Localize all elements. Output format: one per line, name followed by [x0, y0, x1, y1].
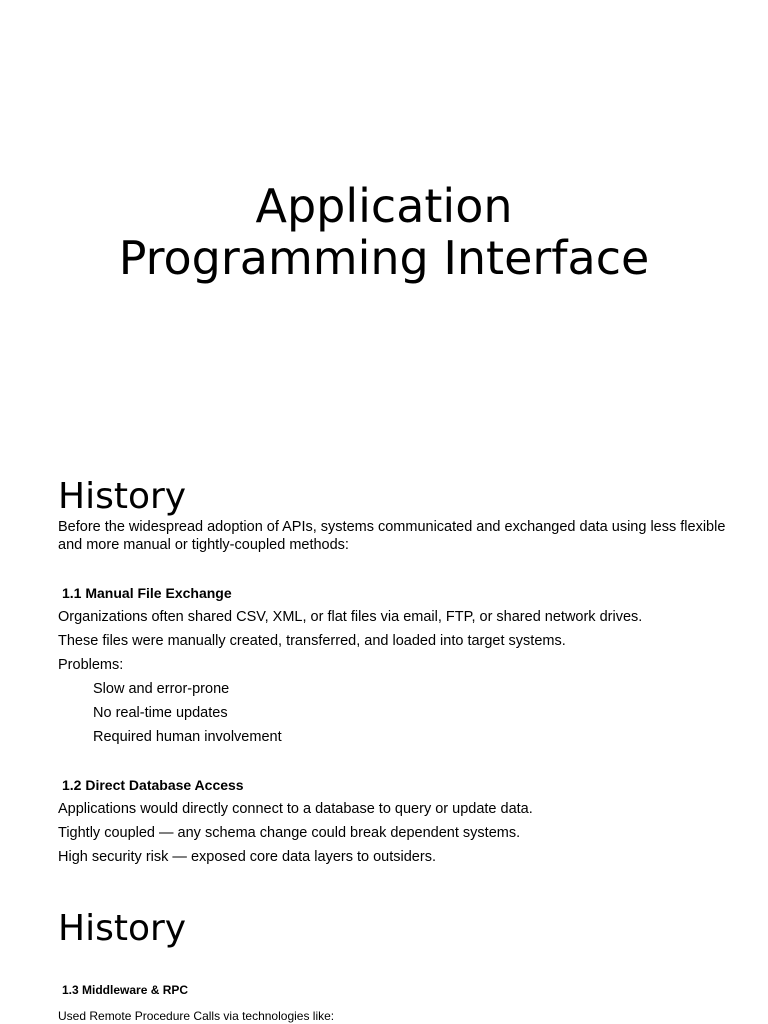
slide-body — [58, 518, 728, 864]
body-line: Used Remote Procedure Calls via technologies like: — [58, 1009, 335, 1023]
section-title: 1.3 Middleware & RPC — [62, 983, 189, 997]
slide-heading: History — [58, 908, 187, 949]
list-item: No real-time updates — [93, 705, 228, 721]
slide-history-2 — [0, 864, 768, 1024]
body-line: These files were manually created, transferred, and loaded into target systems. — [58, 633, 566, 649]
slide-title — [0, 0, 768, 432]
body-line: Applications would directly connect to a database to query or update data. — [58, 801, 533, 817]
body-line: Problems: — [58, 657, 124, 673]
slide-heading: History — [58, 476, 187, 517]
slide-body — [58, 981, 728, 1024]
slide-history-1 — [0, 432, 768, 864]
section-title: 1.2 Direct Database Access — [62, 777, 244, 793]
title-line-1: Application — [255, 179, 513, 233]
intro-paragraph: Before the widespread adoption of APIs, systems communicated and exchanged data using less flexible and more manual or tightly-coupled methods: — [58, 519, 726, 553]
list-item: Slow and error-prone — [93, 681, 230, 697]
body-line: Organizations often shared CSV, XML, or flat files via email, FTP, or shared network drives. — [58, 609, 643, 625]
section-title: 1.1 Manual File Exchange — [62, 585, 232, 601]
body-line: Tightly coupled — any schema change could break dependent systems. — [58, 825, 521, 841]
list-item: Required human involvement — [93, 729, 282, 745]
body-line: High security risk — exposed core data layers to outsiders. — [58, 849, 436, 864]
title-line-2: Programming Interface — [118, 231, 650, 285]
presentation-title — [0, 180, 768, 284]
